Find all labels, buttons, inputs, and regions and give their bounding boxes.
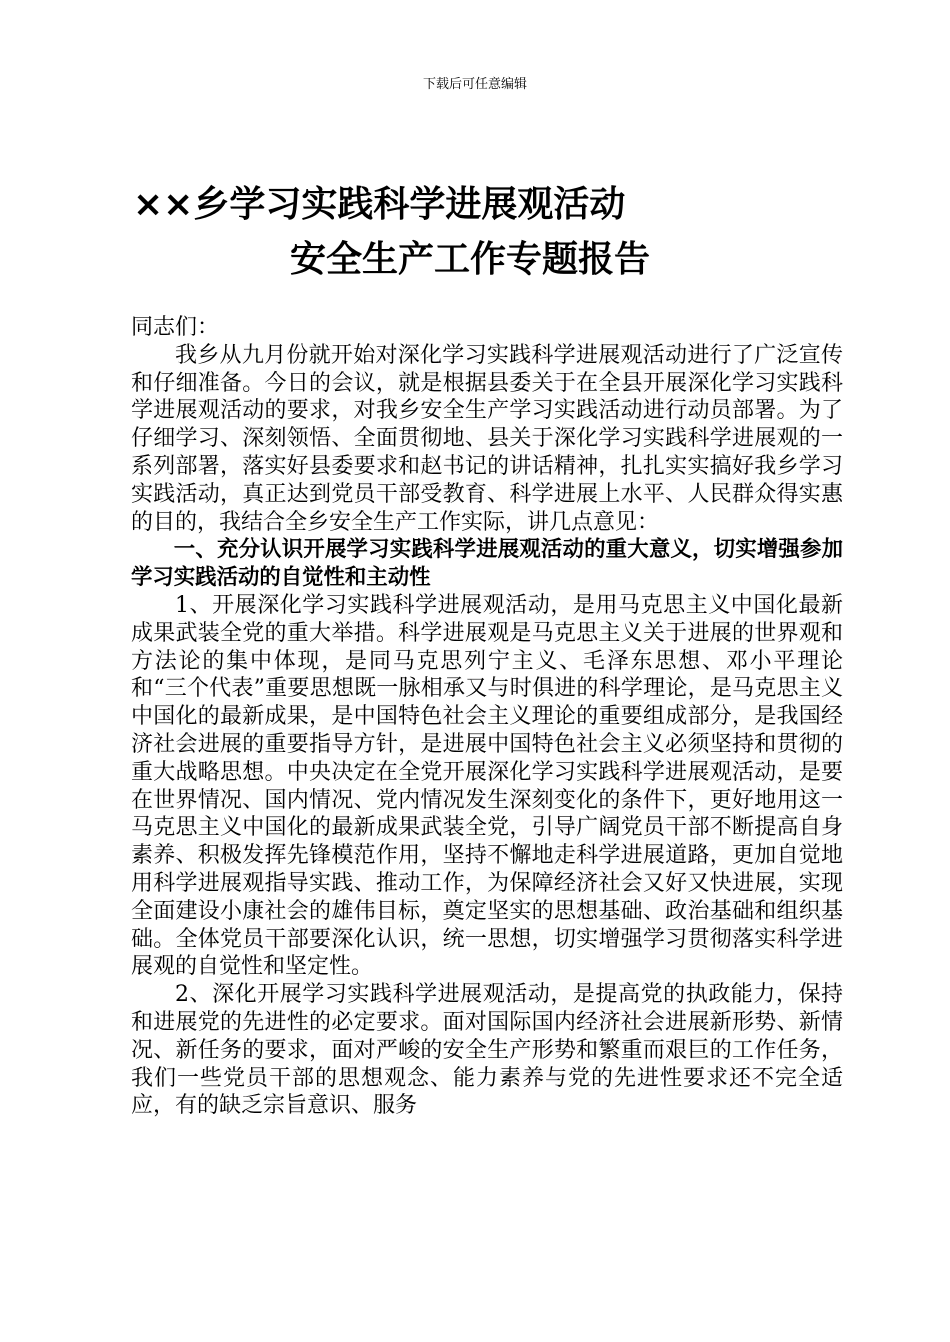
- paragraph-point-2: 2、深化开展学习实践科学进展观活动，是提高党的执政能力，保持和进展党的先进性的必定要求。面对国际国内经济社会进展新形势、新情况、新任务的要求，面对严峻的安全生产形势和繁重而艰巨的工作任务，我们一些党员干部的思想观念、能力素养与党的先进性要求还不完全适应，有的缺乏宗旨意识、服务: [131, 982, 843, 1119]
- document-body: [131, 314, 843, 1120]
- document-title-line-1: ××乡学习实践科学进展观活动: [133, 184, 626, 225]
- salutation: 同志们：: [131, 315, 220, 340]
- paragraph-point-1: 1、开展深化学习实践科学进展观活动，是用马克思主义中国化最新成果武装全党的重大举措。科学进展观是马克思主义关于进展的世界观和方法论的集中体现，是同马克思列宁主义、毛泽东思想、邓小平理论和“三个代表”重要思想既一脉相承又与时俱进的科学理论，是马克思主义中国化的最新成果，是中国特色社会主义理论的重要组成部分，是我国经济社会进展的重要指导方针，是进展中国特色社会主义必须坚持和贯彻的重大战略思想。中央决定在全党开展深化学习实践科学进展观活动，是要在世界情况、国内情况、党内情况发生深刻变化的条件下，更好地用这一马克思主义中国化的最新成果武装全党，引导广阔党员干部不断提高自身素养、积极发挥先锋模范作用，坚持不懈地走科学进展道路，更加自觉地用科学进展观指导实践、推动工作，为保障经济社会又好又快进展，实现全面建设小康社会的雄伟目标，奠定坚实的思想基础、政治基础和组织基础。全体党员干部要深化认识，统一思想，切实增强学习贯彻落实科学进展观的自觉性和坚定性。: [131, 592, 843, 980]
- section-heading-1: 一、充分认识开展学习实践科学进展观活动的重大意义，切实增强参加学习实践活动的自觉性和主动性: [131, 537, 843, 591]
- document-title-line-2: 安全生产工作专题报告: [290, 239, 651, 280]
- paragraph-intro: 我乡从九月份就开始对深化学习实践科学进展观活动进行了广泛宣传和仔细准备。今日的会议，就是根据县委关于在全县开展深化学习实践科学进展观活动的要求，对我乡安全生产学习实践活动进行动员部署。为了仔细学习、深刻领悟、全面贯彻地、县关于深化学习实践科学进展观的一系列部署，落实好县委要求和赵书记的讲话精神，扎扎实实搞好我乡学习实践活动，真正达到党员干部受教育、科学进展上水平、人民群众得实惠的目的，我结合全乡安全生产工作实际，讲几点意见：: [131, 342, 843, 535]
- page-header-note: 下载后可任意编辑: [422, 77, 527, 92]
